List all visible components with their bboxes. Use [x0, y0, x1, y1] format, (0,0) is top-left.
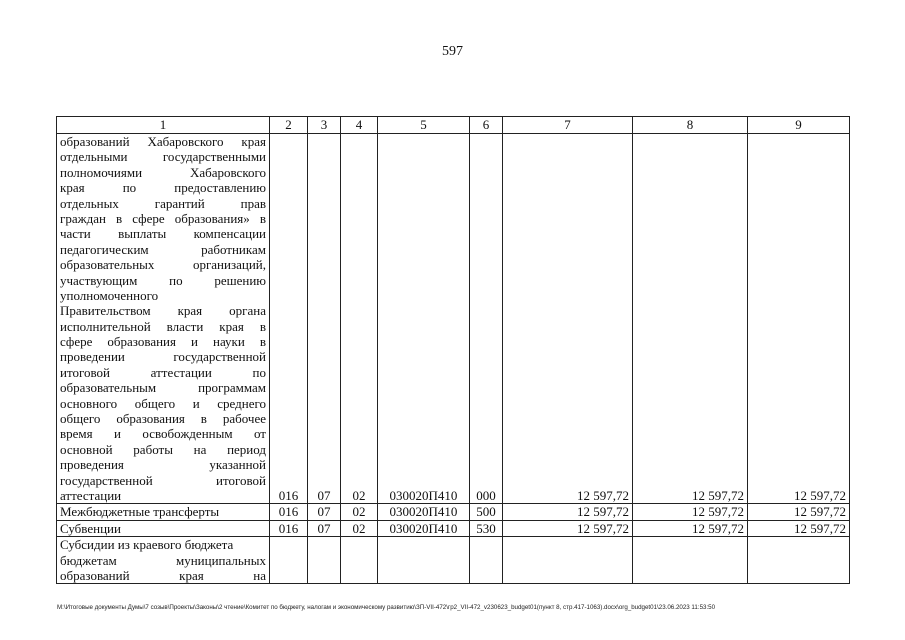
cell-ministry-code: 016: [270, 520, 308, 536]
desc-line: итоговой аттестации по: [60, 364, 266, 380]
table-row: [57, 537, 850, 584]
footer-file-path: M:\Итоговые документы Думы\7 созыв\Проекты\Законы\2 чтение\Комитет по бюджету, налогам и экономическому развитию\ЗП-VII-472\гр2_VII-472_v230623_budget01(пункт 8, стр.417-1063).docx\org_budget01\23.06.2023 11:53:50: [57, 604, 716, 611]
cell-amount-col8: 12 597,72: [633, 520, 748, 536]
desc-line: отдельными государственными: [60, 149, 266, 165]
desc-line: общего образования в рабочее: [60, 411, 266, 427]
cell-amount-col8: 12 597,72: [633, 134, 748, 504]
desc-line: время и освобожденным от: [60, 426, 266, 442]
cell-amount-col9: 12 597,72: [748, 134, 850, 504]
desc-line: края по предоставлению: [60, 180, 266, 196]
empty-cell: [341, 537, 378, 584]
desc-line: уполномоченного: [60, 287, 159, 303]
desc-line: бюджетам муниципальных: [60, 552, 266, 568]
empty-cell: [470, 537, 503, 584]
col-header-3: 3: [308, 117, 341, 134]
table-row: [57, 504, 850, 520]
empty-cell: [748, 537, 850, 584]
cell-ministry-code: 016: [270, 134, 308, 504]
col-header-4: 4: [341, 117, 378, 134]
cell-amount-col7: 12 597,72: [503, 134, 633, 504]
desc-line: государственной итоговой: [60, 472, 266, 488]
cell-expense-type: 000: [470, 134, 503, 504]
row-description: Межбюджетные трансферты: [57, 504, 270, 520]
desc-line: граждан в сфере образования» в: [60, 210, 266, 226]
empty-cell: [308, 537, 341, 584]
desc-line: отдельных гарантий прав: [60, 195, 266, 211]
row-description: Субвенции: [57, 520, 270, 536]
empty-cell: [503, 537, 633, 584]
desc-line: основной работы на период: [60, 441, 266, 457]
cell-amount-col9: 12 597,72: [748, 520, 850, 536]
row-description: [57, 134, 270, 504]
desc-line: аттестации: [60, 487, 122, 503]
cell-amount-col7: 12 597,72: [503, 504, 633, 520]
budget-table: [56, 116, 850, 584]
col-header-5: 5: [378, 117, 470, 134]
desc-line: исполнительной власти края в: [60, 318, 266, 334]
cell-target-article: 030020П410: [378, 134, 470, 504]
cell-target-article: 030020П410: [378, 520, 470, 536]
cell-amount-col7: 12 597,72: [503, 520, 633, 536]
col-header-6: 6: [470, 117, 503, 134]
desc-line: педагогическим работникам: [60, 241, 266, 257]
desc-line: образовательных организаций,: [60, 257, 266, 273]
desc-line: образовательным программам: [60, 380, 266, 396]
cell-amount-col9: 12 597,72: [748, 504, 850, 520]
page-number: 597: [442, 44, 463, 59]
desc-line: образований Хабаровского края: [60, 134, 266, 149]
desc-line: полномочиями Хабаровского: [60, 164, 266, 180]
cell-subsection: 02: [341, 504, 378, 520]
col-header-2: 2: [270, 117, 308, 134]
table-header-row: [57, 117, 850, 134]
col-header-9: 9: [748, 117, 850, 134]
desc-line: части выплаты компенсации: [60, 226, 266, 242]
table-row: [57, 520, 850, 536]
empty-cell: [270, 537, 308, 584]
empty-cell: [378, 537, 470, 584]
col-header-8: 8: [633, 117, 748, 134]
cell-target-article: 030020П410: [378, 504, 470, 520]
desc-line: Субсидии из краевого бюджета: [60, 537, 234, 553]
cell-section: 07: [308, 520, 341, 536]
table-row: [57, 134, 850, 504]
cell-expense-type: 530: [470, 520, 503, 536]
cell-section: 07: [308, 134, 341, 504]
col-header-1: 1: [57, 117, 270, 134]
empty-cell: [633, 537, 748, 584]
cell-ministry-code: 016: [270, 504, 308, 520]
row-description: [57, 537, 270, 584]
cell-amount-col8: 12 597,72: [633, 504, 748, 520]
cell-subsection: 02: [341, 520, 378, 536]
desc-line: участвующим по решению: [60, 272, 266, 288]
desc-line: образований края на: [60, 567, 266, 583]
cell-section: 07: [308, 504, 341, 520]
desc-line: проведении государственной: [60, 349, 266, 365]
desc-line: Правительством края органа: [60, 303, 266, 319]
cell-expense-type: 500: [470, 504, 503, 520]
cell-subsection: 02: [341, 134, 378, 504]
desc-line: основного общего и среднего: [60, 395, 266, 411]
desc-line: сфере образования и науки в: [60, 334, 266, 350]
desc-line: проведения указанной: [60, 457, 266, 473]
col-header-7: 7: [503, 117, 633, 134]
